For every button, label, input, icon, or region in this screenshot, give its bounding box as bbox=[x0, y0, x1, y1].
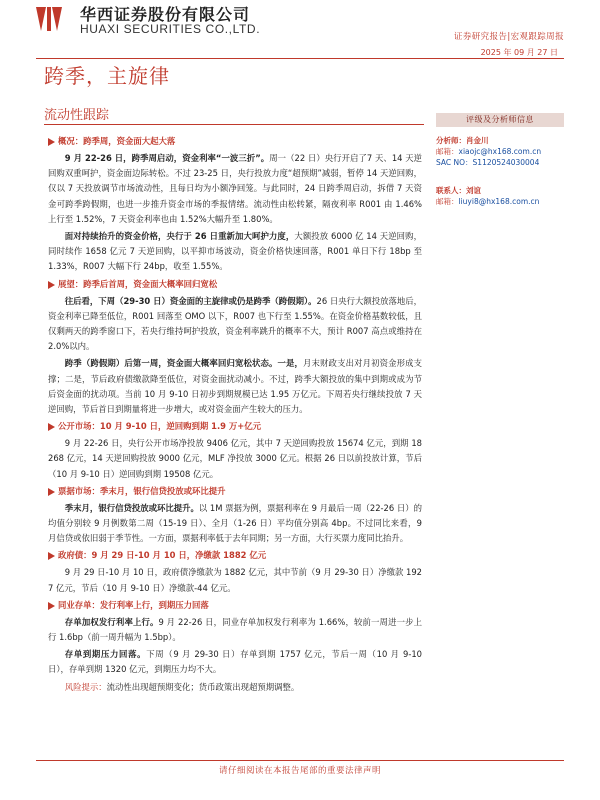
analyst-info-header: 评级及分析师信息 bbox=[436, 113, 564, 127]
triangle-bullet-icon bbox=[48, 488, 55, 496]
subtitle-divider bbox=[44, 124, 424, 125]
section-heading: 同业存单：发行利率上行，到期压力回落 bbox=[48, 598, 422, 613]
contact-name: 刘谊 bbox=[466, 186, 481, 195]
contact-email-label: 邮箱： bbox=[436, 197, 459, 206]
section-heading: 概况：跨季周，资金面大起大落 bbox=[48, 134, 422, 149]
paragraph: 存单到期压力回落。下周（9 月 29-30 日）存单到期 1757 亿元，节后一周（10 月 9-10 日），存单到期 1320 亿元，到期压力均不大。 bbox=[48, 649, 423, 675]
risk-warning bbox=[48, 680, 422, 695]
contact-label: 联系人： bbox=[436, 186, 466, 195]
analyst-email-row bbox=[436, 146, 564, 157]
sac-number: S1120524030004 bbox=[472, 158, 540, 167]
huaxi-logo-icon bbox=[34, 4, 64, 34]
company-name-cn: 华西证券股份有限公司 bbox=[80, 5, 251, 24]
analyst-email-label: 邮箱： bbox=[436, 147, 459, 156]
paragraph: 存单加权发行利率上行。9 月 22-26 日，同业存单加权发行利率为 1.66%，较前一周进一步上行 1.6bp（前一周升幅为 1.5bp）。 bbox=[48, 616, 423, 643]
paragraph: 面对持续抬升的资金价格，央行于 26 日重新加大呵护力度，大额投放 6000 亿 14 天逆回购，同时续作 1658 亿元 7 天逆回购，以平抑市场波动，资金价格快速回落，R001 单日下行 18bp 至 1.33%，R007 大幅下行 24bp，收至 1.55%。 bbox=[48, 231, 423, 272]
company-name-en: HUAXI SECURITIES CO.,LTD. bbox=[80, 22, 261, 36]
report-date: 2025 年 09 月 27 日 bbox=[480, 48, 558, 57]
sac-row bbox=[436, 157, 564, 168]
triangle-bullet-icon bbox=[48, 552, 55, 560]
contact-row bbox=[436, 185, 564, 196]
analyst-info-panel bbox=[436, 113, 564, 207]
section-heading: 票据市场：季末月，银行信贷投放或环比提升 bbox=[48, 484, 422, 499]
contact-email[interactable]: liuyi8@hx168.com.cn bbox=[458, 197, 540, 206]
paragraph: 季末月，银行信贷投放或环比提升。以 1M 票据为例，票据利率在 9 月最后一周（22-26 日）的均值分别较 9 月例数第二周（15-19 日）、全月（1-26 日）平均值分别高 4bp。不过同比来看，9 月信贷或依旧弱于季节性。一方面，票据利率低于去年同期；另一方面，大行买票力度同比抬升。 bbox=[48, 502, 423, 544]
triangle-bullet-icon bbox=[48, 281, 55, 289]
risk-text: 流动性出现超预期变化；货币政策出现超预期调整。 bbox=[106, 681, 300, 692]
header-divider bbox=[36, 58, 564, 59]
paragraph: 9 月 29 日-10 月 10 日，政府债净缴款为 1882 亿元，其中节前（9 月 29-30 日）净缴款 1927 亿元，节后（10 月 9-10 日）净缴款-44 亿元。 bbox=[48, 567, 422, 593]
paragraph: 跨季（跨假期）后第一周，资金面大概率回归宽松状态。一是，月末财政支出对月初资金形成支撑；二是，节后政府债缴款降至低位，对资金面扰动减小。不过，跨季大额投放的集中到期或成为节后资金面的扰动项。当前 10 月 9-10 日初步到期规模已达 1.95 万亿元。下周若央行继续投放 7 天逆回购，节后首日到期量将进一步增大，或对资金面产生较大的压力。 bbox=[48, 358, 423, 415]
paragraph: 9 月 22-26 日，跨季周启动，资金利率“一波三折”。周一（22 日）央行开启了7 天、14 天逆回购双重呵护，资金面边际转松。不过 23-25 日，央行投放力度“超预期”减弱，暂停 14 天逆回购，仅以 7 天投放调节市场流动性，且每日均为小额净回笼。与此同时，24 日跨季周启动，拆借 7 天资金可跨季跨假期，也进一步推升资金市场的季报情绪。流动性由松转紧，隔夜利率 R001 由 1.46%上行至 1.52%，7 天资金利率也由 1.52%大幅升至 1.80%。 bbox=[48, 153, 422, 224]
analyst-label: 分析师： bbox=[436, 136, 466, 145]
paragraph: 9 月 22-26 日，央行公开市场净投放 9406 亿元，其中 7 天逆回购投放 15674 亿元，到期 18268 亿元，14 天逆回购投放 9000 亿元，MLF 净投放 3000 亿元。根据 26 日以前投放计算，节后（10 月 9-10 日）逆回购到期 19508 亿元。 bbox=[48, 438, 422, 479]
section-heading: 政府债：9 月 29 日-10 月 10 日，净缴款 1882 亿元 bbox=[48, 548, 422, 563]
contact-email-row bbox=[436, 196, 564, 207]
footer-divider bbox=[36, 760, 564, 761]
footer-disclaimer: 请仔细阅读在本报告尾部的重要法律声明 bbox=[218, 766, 381, 776]
report-type: 证券研究报告|宏观跟踪周报 bbox=[453, 32, 564, 42]
paragraph: 往后看，下周（29-30 日）资金面的主旋律或仍是跨季（跨假期）。26 日央行大额投放落地后，资金利率已降至低位，R001 回落至 OMO 以下，R007 也下行至 1.55%。在资金价格基数较低，且仅剩两天的跨季窗口下，若央行维持呵护投放，资金利率跳升的概率不大，预计 R007 高点或维持在 2.0%以内。 bbox=[48, 295, 422, 352]
risk-label: 风险提示： bbox=[64, 681, 107, 692]
sac-label: SAC NO： bbox=[436, 158, 473, 167]
section-heading: 公开市场：10 月 9-10 日，逆回购到期 1.9 万+亿元 bbox=[48, 419, 422, 434]
report-subtitle: 流动性跟踪 bbox=[44, 108, 110, 123]
report-body bbox=[48, 134, 422, 695]
analyst-name: 肖金川 bbox=[466, 136, 489, 145]
report-title: 跨季，主旋律 bbox=[44, 64, 170, 88]
analyst-row bbox=[436, 135, 564, 146]
triangle-bullet-icon bbox=[48, 423, 55, 431]
analyst-email[interactable]: xiaojc@hx168.com.cn bbox=[458, 147, 542, 156]
section-heading: 展望：跨季后首周，资金面大概率回归宽松 bbox=[48, 277, 422, 292]
triangle-bullet-icon bbox=[48, 602, 55, 610]
triangle-bullet-icon bbox=[48, 138, 55, 146]
